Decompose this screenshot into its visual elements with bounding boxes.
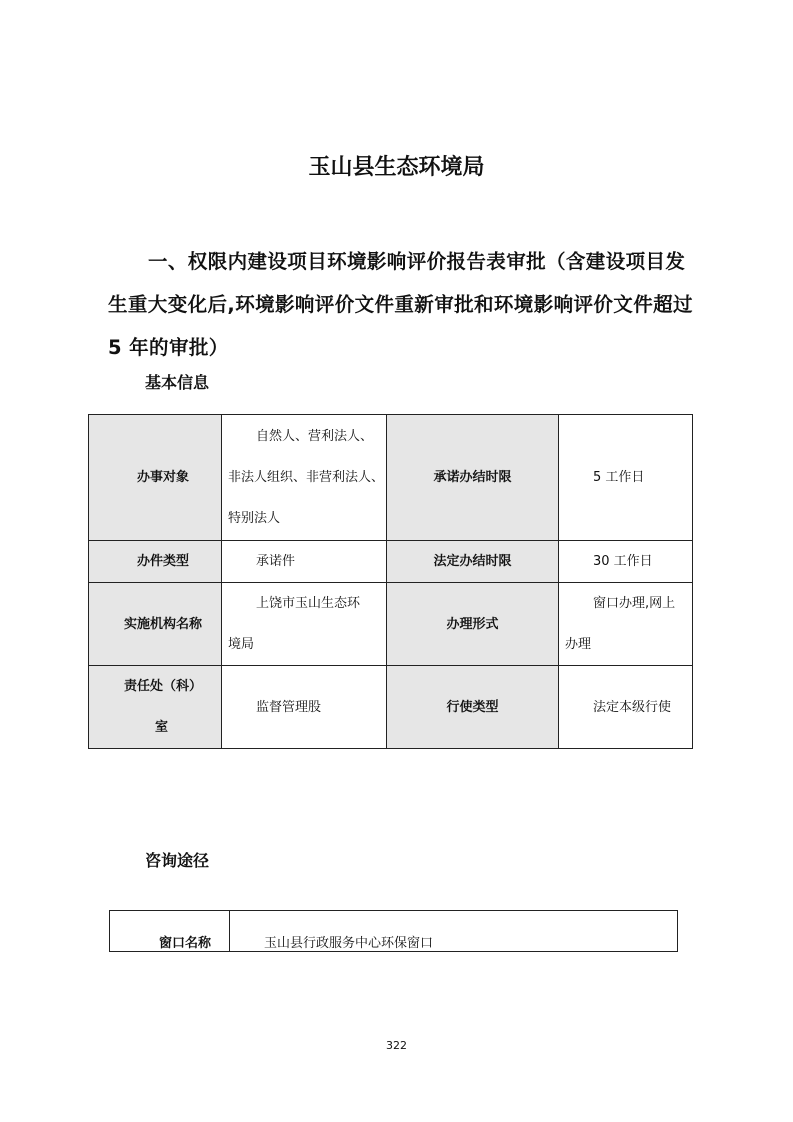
row-label xyxy=(89,415,222,541)
row-label xyxy=(89,583,222,666)
table-row xyxy=(89,541,693,583)
cell-line: 非法人组织、非营利法人、 xyxy=(228,470,385,485)
cell-line: 5 工作日 xyxy=(593,470,645,485)
row-label xyxy=(387,666,559,749)
row-label xyxy=(387,415,559,541)
cell-line: 30 工作日 xyxy=(593,554,653,569)
document-title: 玉山县生态环境局 xyxy=(308,154,485,180)
row-label xyxy=(387,541,559,583)
row-value xyxy=(559,415,693,541)
row-value xyxy=(559,583,693,666)
table-row xyxy=(110,911,678,952)
cell-line: 特别法人 xyxy=(228,511,281,526)
table-row xyxy=(89,583,693,666)
cell-line: 自然人、营利法人、 xyxy=(256,429,374,444)
basic-info-table xyxy=(88,414,693,749)
row-label xyxy=(89,541,222,583)
row-value xyxy=(222,666,387,749)
page-number: 322 xyxy=(386,1039,407,1052)
consult-table xyxy=(109,910,678,952)
row-value xyxy=(559,541,693,583)
row-label xyxy=(387,583,559,666)
window-name-value: 玉山县行政服务中心环保窗口 xyxy=(230,911,678,952)
row-value xyxy=(222,415,387,541)
cell-line: 办理 xyxy=(565,637,592,652)
cell-line: 承诺件 xyxy=(256,554,296,569)
consult-heading: 咨询途径 xyxy=(145,851,210,870)
cell-line: 实施机构名称 xyxy=(123,616,202,632)
row-value xyxy=(559,666,693,749)
cell-line: 室 xyxy=(155,720,169,735)
row-value xyxy=(222,541,387,583)
table-row xyxy=(89,415,693,541)
section-heading: 一、权限内建设项目环境影响评价报告表审批（含建设项目发生重大变化后,环境影响评价文件重新审批和环境影响评价文件超过 5 年的审批） xyxy=(108,250,693,359)
cell-line: 法定本级行使 xyxy=(593,699,672,715)
cell-line: 境局 xyxy=(228,637,255,652)
cell-line: 办事对象 xyxy=(136,470,189,485)
cell-line: 窗口办理,网上 xyxy=(593,596,676,611)
cell-line: 责任处（科） xyxy=(123,679,202,694)
cell-line: 监督管理股 xyxy=(256,699,322,715)
row-value xyxy=(222,583,387,666)
row-label xyxy=(89,666,222,749)
cell-line: 法定办结时限 xyxy=(433,554,512,569)
cell-line: 办件类型 xyxy=(136,554,189,569)
cell-line: 办理形式 xyxy=(446,616,499,632)
cell-line: 行使类型 xyxy=(446,699,499,715)
basic-info-heading: 基本信息 xyxy=(145,373,210,392)
table-row xyxy=(89,666,693,749)
cell-line: 上饶市玉山生态环 xyxy=(256,596,361,611)
cell-line: 承诺办结时限 xyxy=(433,470,512,485)
window-name-label: 窗口名称 xyxy=(110,911,230,952)
